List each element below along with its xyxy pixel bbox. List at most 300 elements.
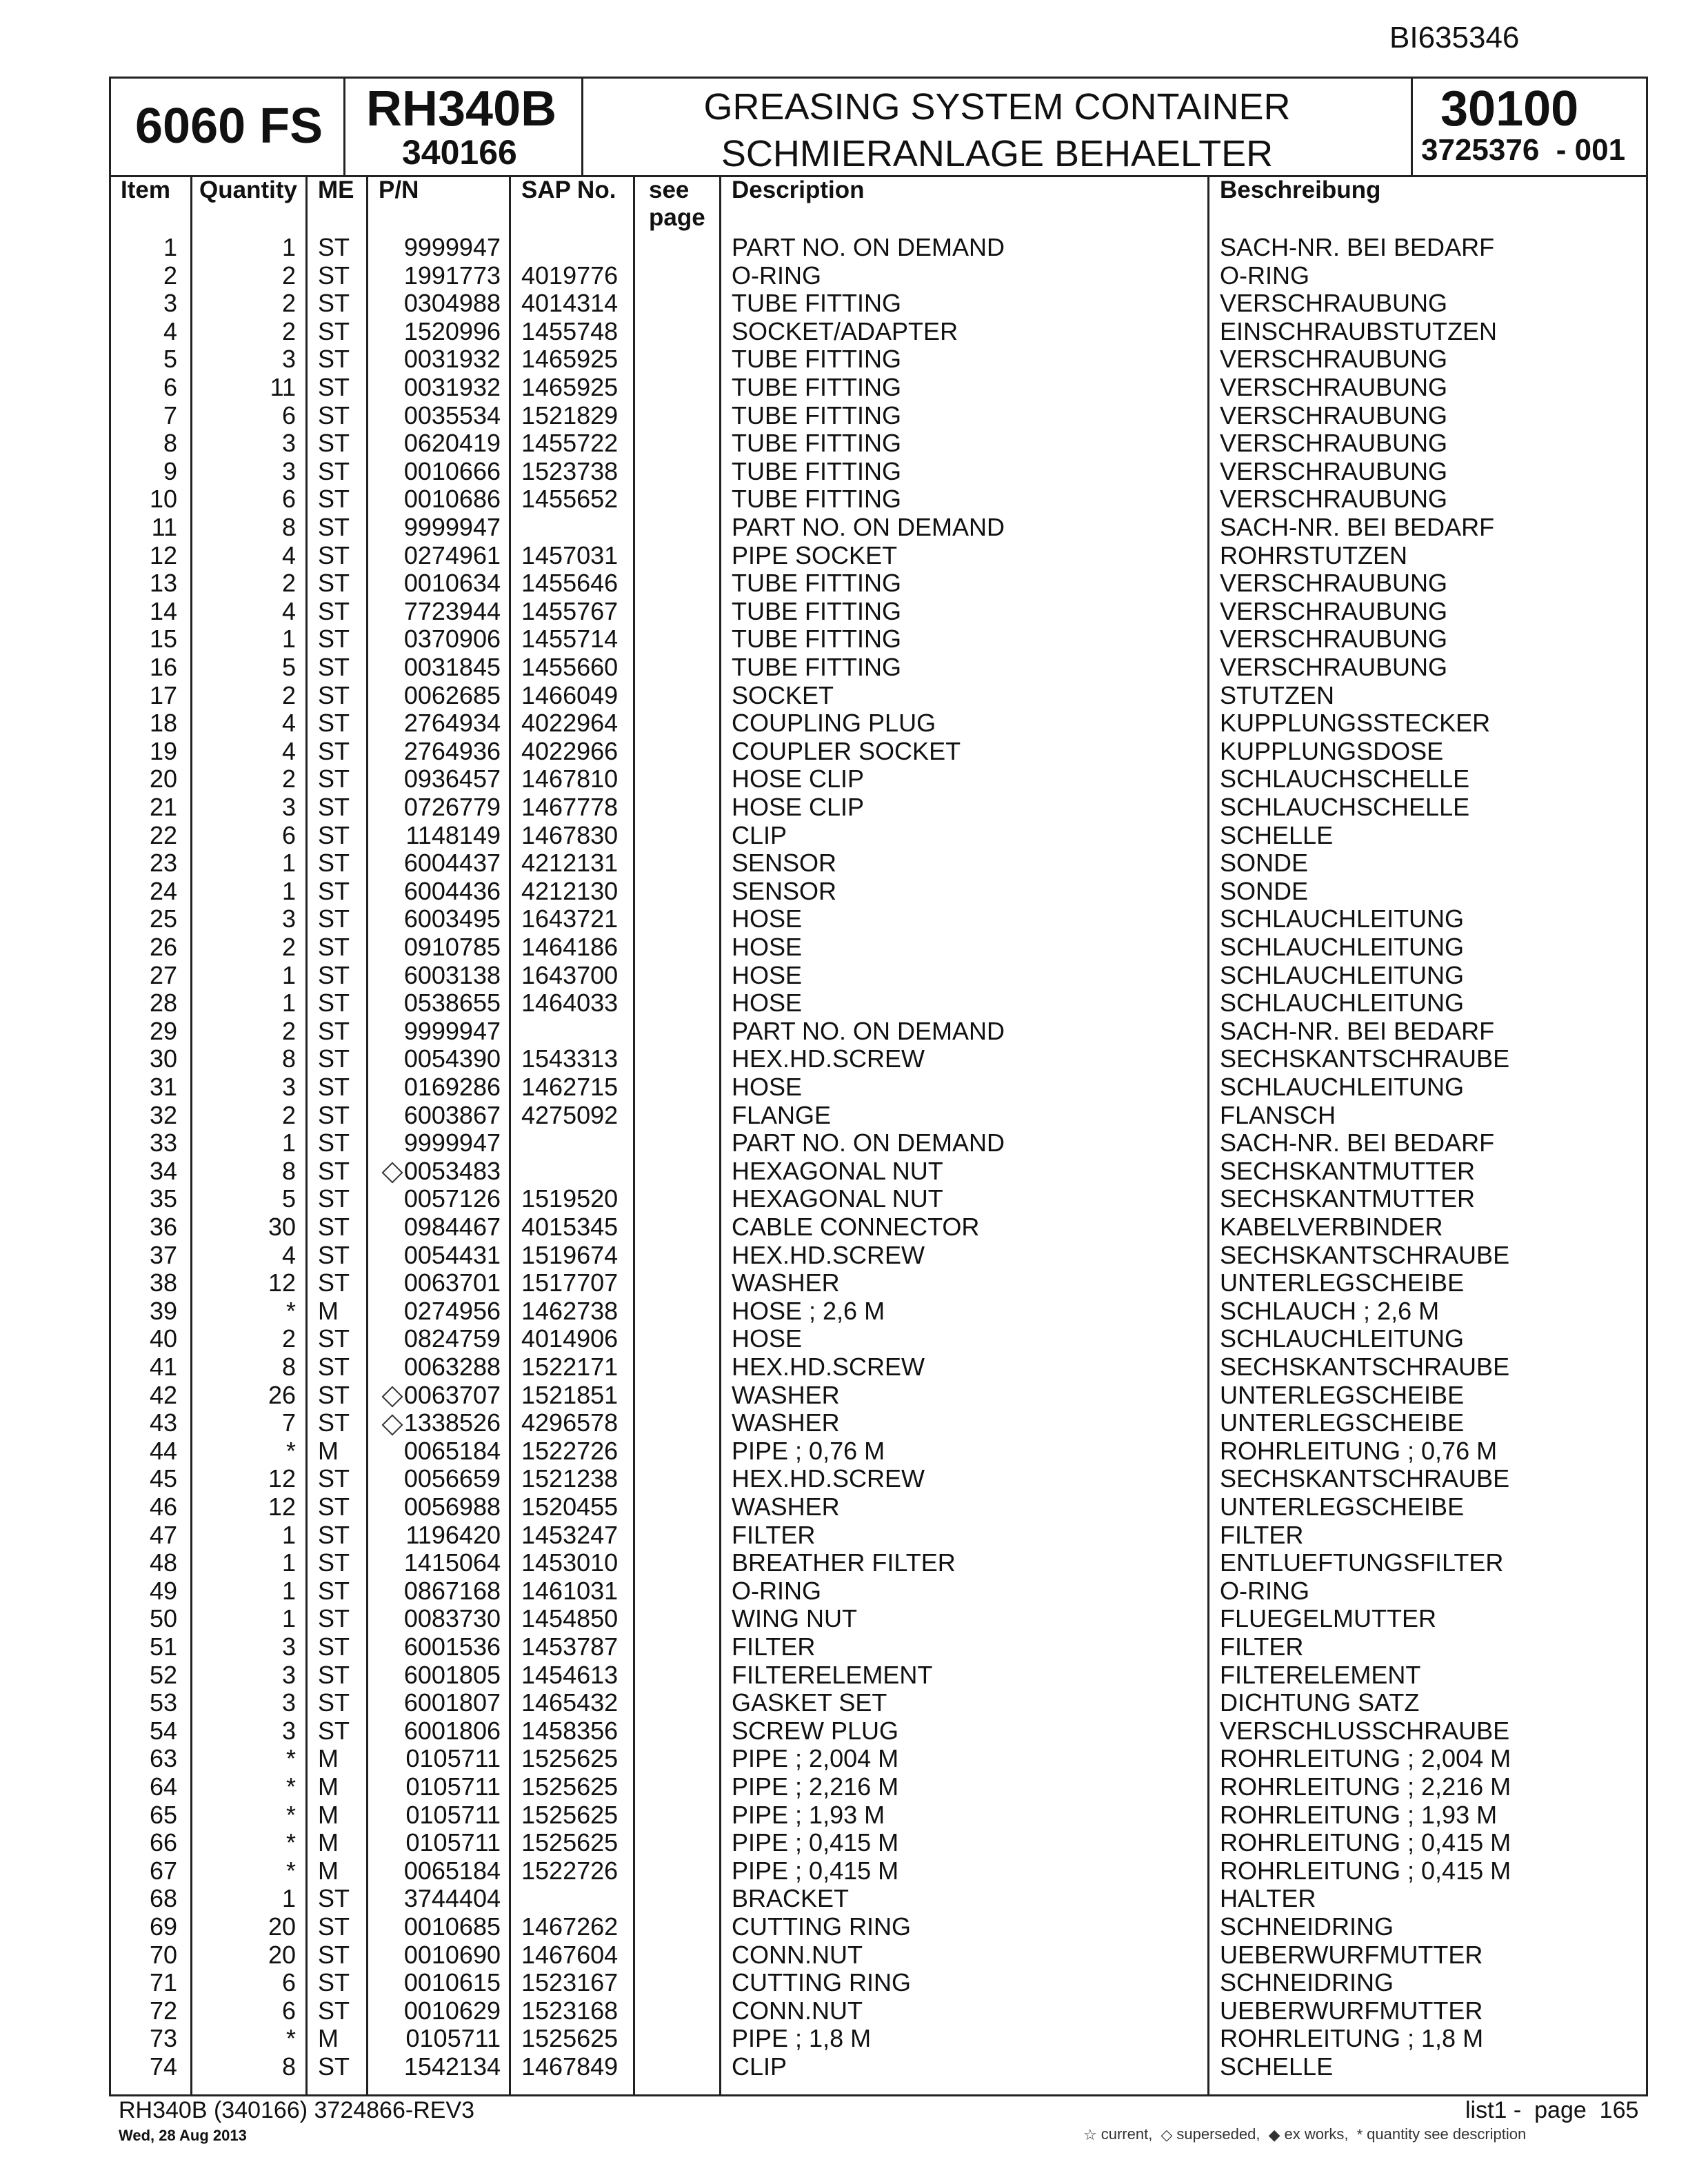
pn-cell-text: 0105711 [405,1744,501,1773]
beschreibung-cell-text: UNTERLEGSCHEIBE [1220,1408,1465,1437]
quantity-cell-text: 3 [281,904,296,933]
description-cell-text: TUBE FITTING [732,401,901,429]
column-header-see-page [649,176,705,232]
description-cell-text: WASHER [732,1268,840,1297]
item-cell-text: 42 [149,1380,177,1409]
beschreibung-cell [1220,542,1407,570]
sap-cell-text: 1453787 [521,1632,619,1661]
item-cell [111,1717,177,1746]
description-cell [732,1437,885,1466]
me-cell [318,1941,350,1970]
pn-cell-text: 6004437 [403,849,501,878]
me-cell-text: M [318,1828,339,1857]
sap-cell [521,2053,618,2081]
beschreibung-cell [1220,989,1464,1018]
me-cell [318,374,350,402]
me-cell-text: ST [318,849,350,878]
me-cell-text: ST [318,765,350,793]
sap-cell-text: 1464033 [521,989,619,1018]
description-cell-text: PART NO. ON DEMAND [732,1016,1005,1045]
item-cell [111,1605,177,1633]
description-cell-text: WASHER [732,1408,840,1437]
quantity-cell [194,2053,296,2081]
beschreibung-cell [1220,1689,1419,1717]
pn-cell [370,1242,501,1270]
me-cell [318,1213,350,1242]
beschreibung-cell-text: SECHSKANTSCHRAUBE [1220,1353,1510,1381]
quantity-cell [194,598,296,626]
me-cell [318,1913,350,1941]
quantity-cell [194,989,296,1018]
me-cell [318,1969,350,1997]
quantity-cell-text: 1 [281,233,296,261]
pn-cell [370,1409,501,1437]
me-cell [318,1661,350,1690]
item-cell [111,962,177,990]
sap-cell-text: 1455646 [521,569,619,598]
quantity-cell [194,1242,296,1270]
item-cell [111,1745,177,1773]
beschreibung-cell-text: SCHNEIDRING [1220,1968,1394,1997]
description-cell [732,402,901,430]
item-cell-text: 14 [149,596,177,625]
description-cell [732,1185,943,1213]
column-header-sap: SAP No. [521,176,616,203]
description-cell-text: HEX.HD.SCREW [732,1353,925,1381]
me-cell-text: M [318,1800,339,1829]
item-cell [111,1829,177,1857]
beschreibung-cell [1220,1018,1494,1046]
sap-cell [521,1045,618,1073]
beschreibung-cell-text: VERSCHRAUBUNG [1220,625,1448,654]
pn-cell [370,1969,501,1997]
description-cell [732,1857,898,1885]
sap-cell [521,1717,618,1746]
item-cell-text: 21 [149,793,177,821]
pn-cell-text: 0057126 [403,1184,501,1213]
pn-cell-text: 6001536 [403,1632,501,1661]
sap-cell [521,2025,618,2053]
beschreibung-cell-text: KABELVERBINDER [1220,1213,1443,1241]
quantity-cell-text: 4 [281,1240,296,1269]
table-row [111,1829,1646,1857]
sap-cell [521,878,618,906]
beschreibung-cell [1220,625,1447,654]
sap-cell-text: 1521829 [521,401,619,429]
beschreibung-cell [1220,1521,1303,1550]
beschreibung-cell-text: VERSCHRAUBUNG [1220,485,1448,514]
quantity-cell [194,234,296,262]
me-cell [318,905,350,933]
beschreibung-cell [1220,1829,1511,1857]
me-cell-text: ST [318,1016,350,1045]
model-name: RH340B [366,81,557,136]
beschreibung-cell-text: ROHRLEITUNG ; 0,415 M [1220,1856,1511,1885]
description-cell-text: HOSE [732,904,803,933]
pn-cell [370,1129,501,1157]
pn-cell [370,765,501,793]
quantity-cell-text: 20 [268,1912,296,1941]
beschreibung-cell [1220,822,1333,850]
item-cell [111,569,177,598]
table-row [111,569,1646,598]
pn-cell-text: 1542134 [403,2052,501,2081]
table-row [111,1102,1646,1130]
item-cell-text: 13 [149,569,177,598]
item-cell [111,402,177,430]
me-cell-text: ST [318,1632,350,1661]
me-cell-text: ST [318,540,350,569]
pn-cell [370,682,501,710]
item-cell [111,429,177,458]
superseded-icon [381,1414,403,1435]
description-cell [732,514,1005,542]
legend-ex-works: ex works, [1284,2125,1349,2143]
item-cell-text: 52 [149,1660,177,1689]
me-cell [318,793,350,822]
sap-cell-text: 1523167 [521,1968,619,1997]
description-cell [732,1689,887,1717]
me-cell-text: ST [318,1716,350,1745]
beschreibung-cell [1220,1465,1509,1493]
table-row [111,878,1646,906]
pn-cell-text: 0984467 [403,1213,501,1241]
quantity-cell-text: 2 [281,261,296,290]
quantity-cell [194,402,296,430]
quantity-cell [194,1969,296,1997]
table-row [111,1913,1646,1941]
sap-cell-text: 1643721 [521,904,619,933]
beschreibung-cell-text: SCHLAUCHSCHELLE [1220,793,1470,821]
description-cell [732,1661,932,1690]
beschreibung-cell [1220,345,1447,374]
beschreibung-cell [1220,1745,1511,1773]
quantity-cell-text: 12 [268,1464,296,1493]
sap-cell-text: 4019776 [521,261,619,290]
sap-cell [521,1242,618,1270]
table-row [111,1997,1646,2025]
item-cell-text: 53 [149,1688,177,1717]
me-cell [318,1073,350,1102]
description-cell-text: WASHER [732,1493,840,1521]
beschreibung-cell [1220,1661,1420,1690]
quantity-cell [194,262,296,290]
description-cell [732,905,802,933]
me-cell-text: ST [318,233,350,261]
pn-cell [370,1493,501,1521]
sap-cell [521,1353,618,1382]
me-cell [318,1521,350,1550]
description-cell [732,1521,815,1550]
pn-cell [370,1465,501,1493]
beschreibung-cell [1220,1325,1464,1353]
quantity-cell-text: 1 [281,1520,296,1549]
quantity-cell [194,1549,296,1577]
item-cell-text: 41 [149,1353,177,1381]
quantity-cell [194,1073,296,1102]
pn-cell-text: 0726779 [403,793,501,821]
item-cell-text: 29 [149,1016,177,1045]
sap-cell [521,625,618,654]
description-cell-text: HOSE CLIP [732,765,865,793]
description-cell [732,1941,863,1970]
quantity-cell-text: * [285,1800,296,1829]
pn-cell [370,1437,501,1466]
table-row [111,374,1646,402]
item-cell-text: 36 [149,1213,177,1241]
table-row [111,1157,1646,1186]
pn-cell [370,1018,501,1046]
item-cell [111,822,177,850]
pn-cell [370,1941,501,1970]
item-cell [111,374,177,402]
pn-cell-text: 0083730 [403,1604,501,1633]
pn-cell [370,1885,501,1913]
table-row [111,1689,1646,1717]
beschreibung-cell-text: SACH-NR. BEI BEDARF [1220,233,1495,261]
beschreibung-cell [1220,290,1447,318]
me-cell-text: ST [318,316,350,345]
pn-cell-text: 0031932 [403,373,501,401]
sap-cell [521,318,618,346]
pn-cell-text: 1415064 [403,1548,501,1577]
quantity-cell-text: 2 [281,765,296,793]
description-cell [732,654,901,682]
description-cell [732,1213,979,1242]
description-cell [732,682,834,710]
quantity-cell-text: 8 [281,2052,296,2081]
description-cell [732,738,961,766]
me-cell [318,598,350,626]
item-cell [111,1997,177,2025]
quantity-cell [194,878,296,906]
item-cell [111,1437,177,1466]
sap-cell [521,822,618,850]
me-cell-text: ST [318,904,350,933]
sap-cell-text: 1465925 [521,345,619,374]
description-cell [732,878,836,906]
me-cell [318,989,350,1018]
item-cell [111,1493,177,1521]
quantity-cell [194,1018,296,1046]
pn-cell [370,2053,501,2081]
description-cell [732,1353,925,1382]
description-cell [732,1242,925,1270]
me-cell [318,1577,350,1606]
pn-cell [370,1745,501,1773]
table-row [111,485,1646,514]
item-cell-text: 15 [149,625,177,654]
description-cell-text: TUBE FITTING [732,653,901,681]
item-cell-text: 19 [149,736,177,765]
description-cell-text: SOCKET/ADAPTER [732,316,958,345]
beschreibung-cell-text: SONDE [1220,849,1309,878]
pn-cell [370,1269,501,1297]
description-cell [732,765,864,793]
sap-cell [521,1745,618,1773]
table-row [111,290,1646,318]
beschreibung-cell [1220,878,1308,906]
header-divider [1411,79,1413,177]
sap-cell-text: 1458356 [521,1716,619,1745]
item-cell [111,709,177,738]
description-cell [732,2053,787,2081]
me-cell [318,765,350,793]
me-cell-text: ST [318,1380,350,1409]
me-cell [318,1437,339,1466]
table-row [111,1297,1646,1326]
sap-cell-text: 4014906 [521,1324,619,1353]
sap-cell [521,429,618,458]
pn-cell [370,1297,501,1326]
description-cell [732,1829,898,1857]
sap-cell [521,1773,618,1801]
description-cell-text: PIPE ; 0,415 M [732,1828,899,1857]
asterisk-icon: * [1356,2126,1363,2144]
sap-cell-text: 1525625 [521,1800,619,1829]
column-header-beschreibung: Beschreibung [1220,176,1381,203]
me-cell-text: ST [318,1240,350,1269]
table-row [111,345,1646,374]
item-cell [111,738,177,766]
description-cell-text: TUBE FITTING [732,345,901,374]
description-cell [732,1773,898,1801]
beschreibung-cell-text: ROHRLEITUNG ; 2,004 M [1220,1744,1511,1773]
me-cell-text: ST [318,2052,350,2081]
quantity-cell-text: * [285,1744,296,1773]
item-cell-text: 40 [149,1324,177,1353]
quantity-cell [194,738,296,766]
sap-cell-text: 4212130 [521,876,619,905]
pn-cell-text: 0105711 [405,1828,501,1857]
description-cell-text: PART NO. ON DEMAND [732,1129,1005,1157]
description-cell-text: PART NO. ON DEMAND [732,513,1005,541]
beschreibung-cell-text: VERSCHRAUBUNG [1220,653,1448,681]
beschreibung-cell [1220,1577,1309,1606]
me-cell-text: ST [318,960,350,989]
sap-cell-text: 1467604 [521,1940,619,1969]
item-cell-text: 63 [149,1744,177,1773]
description-cell-text: TUBE FITTING [732,429,901,458]
description-cell [732,1073,802,1102]
pn-cell-text: 1991773 [403,261,501,290]
pn-cell [370,933,501,962]
me-cell [318,485,350,514]
quantity-cell [194,709,296,738]
item-cell-text: 30 [149,1044,177,1073]
quantity-cell [194,962,296,990]
me-cell [318,1269,350,1297]
pn-cell-text: 0010666 [403,456,501,485]
beschreibung-cell [1220,1605,1436,1633]
me-cell-text: ST [318,1324,350,1353]
item-cell [111,1018,177,1046]
beschreibung-cell-text: UEBERWURFMUTTER [1220,1996,1483,2025]
description-cell-text: WING NUT [732,1604,857,1633]
quantity-cell [194,1045,296,1073]
quantity-cell-text: * [285,1296,296,1325]
quantity-cell [194,1409,296,1437]
pn-cell-text: 0169286 [403,1073,501,1101]
pn-cell-text: 2764934 [403,709,501,738]
quantity-cell [194,569,296,598]
item-cell-text: 16 [149,653,177,681]
table-row [111,234,1646,262]
beschreibung-cell-text: ROHRSTUTZEN [1220,540,1407,569]
me-cell [318,2053,350,2081]
beschreibung-cell [1220,709,1490,738]
sap-cell-text: 1520455 [521,1493,619,1521]
me-cell [318,849,350,878]
item-cell [111,989,177,1018]
item-cell [111,1213,177,1242]
pn-cell [370,1857,501,1885]
me-cell-text: ST [318,1520,350,1549]
quantity-cell-text: 6 [281,401,296,429]
beschreibung-cell-text: SECHSKANTSCHRAUBE [1220,1044,1510,1073]
me-cell-text: ST [318,1408,350,1437]
me-cell [318,318,350,346]
item-cell-text: 4 [163,316,177,345]
description-cell-text: PIPE ; 1,8 M [732,2024,872,2053]
me-cell [318,933,350,962]
sap-cell [521,569,618,598]
quantity-cell [194,1493,296,1521]
column-header-pn: P/N [379,176,419,203]
description-cell [732,1297,885,1326]
item-cell [111,458,177,486]
me-cell-text: ST [318,1576,350,1605]
table-row [111,1242,1646,1270]
description-cell-text: HOSE [732,933,803,961]
beschreibung-cell-text: SCHLAUCHLEITUNG [1220,1324,1465,1353]
footer-document-reference: RH340B (340166) 3724866-REV3 [119,2097,475,2123]
item-cell-text: 17 [149,680,177,709]
pn-cell [370,429,501,458]
beschreibung-cell-text: SECHSKANTMUTTER [1220,1184,1476,1213]
table-row [111,2053,1646,2081]
description-cell [732,625,901,654]
item-cell-text: 50 [149,1604,177,1633]
me-cell [318,1157,350,1186]
description-cell-text: WASHER [732,1380,840,1409]
footer-page-number: list1 - page 165 [1465,2097,1639,2123]
pn-cell [370,1353,501,1382]
beschreibung-cell-text: FLANSCH [1220,1100,1336,1129]
quantity-cell-text: 12 [268,1493,296,1521]
beschreibung-cell-text: SECHSKANTSCHRAUBE [1220,1240,1510,1269]
beschreibung-cell [1220,234,1494,262]
sap-cell [521,1269,618,1297]
sap-cell [521,402,618,430]
pn-cell [370,1661,501,1690]
quantity-cell [194,514,296,542]
beschreibung-cell [1220,1633,1303,1661]
pn-cell [370,1549,501,1577]
pn-cell [370,290,501,318]
description-cell-text: SCREW PLUG [732,1716,899,1745]
sap-cell-text: 1467830 [521,820,619,849]
me-cell [318,458,350,486]
description-cell-text: CONN.NUT [732,1940,863,1969]
me-cell-text: ST [318,1353,350,1381]
sap-cell-text: 4212131 [521,849,619,878]
description-cell-text: TUBE FITTING [732,625,901,654]
sap-cell [521,1633,618,1661]
me-cell [318,1102,350,1130]
table-row [111,1269,1646,1297]
description-cell-text: COUPLING PLUG [732,709,936,738]
